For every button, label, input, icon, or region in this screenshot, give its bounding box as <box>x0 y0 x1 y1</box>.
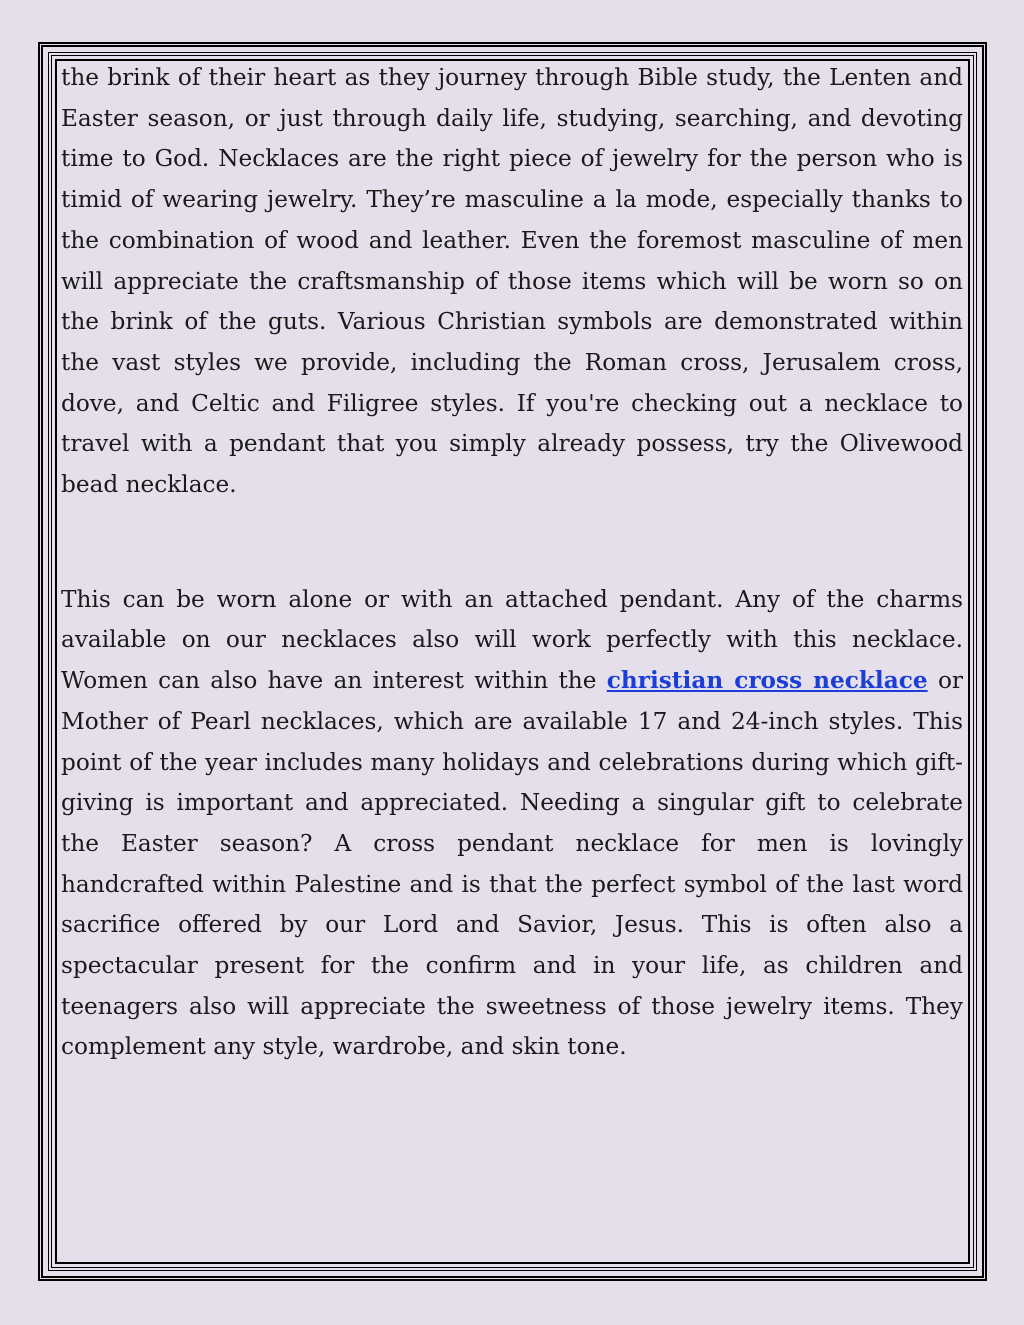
paragraph-2-text-after-link: or Mother of Pearl necklaces, which are available 17 and 24-inch styles. This point of the year includes many holidays and celebrations during which gift-giving is important and appreciated. Needing a singular gift to celebrate the Easter season? A cross pendant necklace for men is lovingly handcrafted within Palestine and is that the perfect symbol of the last word sacrifice offered by our Lord and Savior, Jesus. This is often also a spectacular present for the confirm and in your life, as children and teenagers also will appreciate the sweetness of those jewelry items. They complement any style, wardrobe, and skin tone. <box>61 667 963 1061</box>
document-body <box>61 58 963 1068</box>
paragraph-1: the brink of their heart as they journey through Bible study, the Lenten and Easter season, or just through daily life, studying, searching, and devoting time to God. Necklaces are the right piece of jewelry for the person who is timid of wearing jewelry. They’re masculine a la mode, especially thanks to the combination of wood and leather. Even the foremost masculine of men will appreciate the craftsmanship of those items which will be worn so on the brink of the guts. Various Christian symbols are demonstrated within the vast styles we provide, including the Roman cross, Jerusalem cross, dove, and Celtic and Filigree styles. If you're checking out a necklace to travel with a pendant that you simply already possess, try the Olivewood bead necklace. <box>61 64 963 499</box>
paragraph-2-text-before-link: This can be worn alone or with an attached pendant. Any of the charms available on our necklaces also will work perfectly with this necklace. Women can also have an interest within the <box>61 585 963 695</box>
christian-cross-necklace-link[interactable]: christian cross necklace <box>606 667 928 695</box>
paragraph-spacer <box>61 506 963 580</box>
paragraph-2 <box>61 580 963 1068</box>
